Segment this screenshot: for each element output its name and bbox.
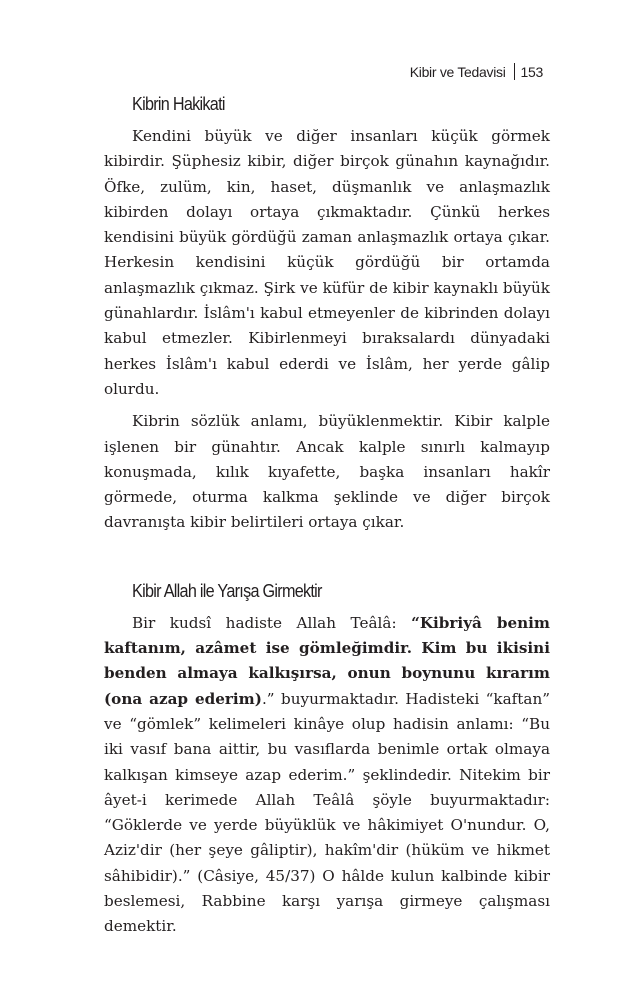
header-divider	[514, 63, 515, 80]
paragraph	[104, 611, 550, 940]
paragraph-rest: .” buyurmaktadır. Hadisteki “kaftan” ve “gömlek” kelimeleri kinâye olup hadisin anlamı: “Bu iki vasıf bana aittir, bu vasıflarda benimle ortak olmaya kalkışan kimseye azap ederim.” şeklindedir. Nitekim bir âyet-i kerimede Allah Teâlâ şöyle buyurmaktadır: “Göklerde ve yerde büyüklük ve hâkimiyet O'nundur. O, Aziz'dir (her şeye gâliptir), hakîm'dir (hüküm ve hikmet sâhibidir).” (Câsiye, 45/37) O hâlde kulun kalbinde kibir beslemesi, Rabbine karşı yarışa girmeye çalışması demektir.	[104, 689, 551, 936]
section-kibir-allah	[104, 579, 550, 940]
paragraph-lead: Bir kudsî hadiste Allah Teâlâ:	[132, 613, 412, 632]
page-body	[104, 92, 550, 940]
running-head	[410, 63, 543, 80]
page-number: 153	[520, 63, 543, 80]
running-title: Kibir ve Tedavisi	[409, 63, 506, 80]
section-heading-kibir-allah: Kibir Allah ile Yarışa Girmektir	[132, 580, 322, 601]
paragraph: Kendini büyük ve diğer insanları küçük görmek kibirdir. Şüphesiz kibir, diğer birçok günahın kaynağıdır. Öfke, zulüm, kin, haset, düşmanlık ve anlaşmazlık kibirden dolayı ortaya çıkmaktadır. Çünkü herkes kendisini büyük gördüğü zaman anlaşmazlık ortaya çıkar. Herkesin kendisini küçük gördüğü bir ortamda anlaşmazlık çıkmaz. Şirk ve küfür de kibir kaynaklı büyük günahlardır. İslâm'ı kabul etmeyenler de kibrinden dolayı kabul etmezler. Kibirlenmeyi bıraksalardı dünyadaki herkes İslâm'ı kabul ederdi ve İslâm, her yerde gâlip olurdu.	[104, 127, 550, 398]
hadith-quote: “Kibriyâ benim kaftanım, azâmet ise gömleğimdir. Kim bu ikisini benden almaya kalkışırsa, onun boynunu kırarım (ona azap ederim)	[104, 613, 550, 708]
section-heading-kibrin-hakikati: Kibrin Hakikati	[132, 94, 225, 114]
paragraph: Kibrin sözlük anlamı, büyüklenmektir. Kibir kalple işlenen bir günahtır. Ancak kalple sınırlı kalmayıp konuşmada, kılık kıyafette, başka insanları hakîr görmede, oturma kalkma şeklinde ve diğer birçok davranışta kibir belirtileri ortaya çıkar.	[104, 412, 550, 532]
